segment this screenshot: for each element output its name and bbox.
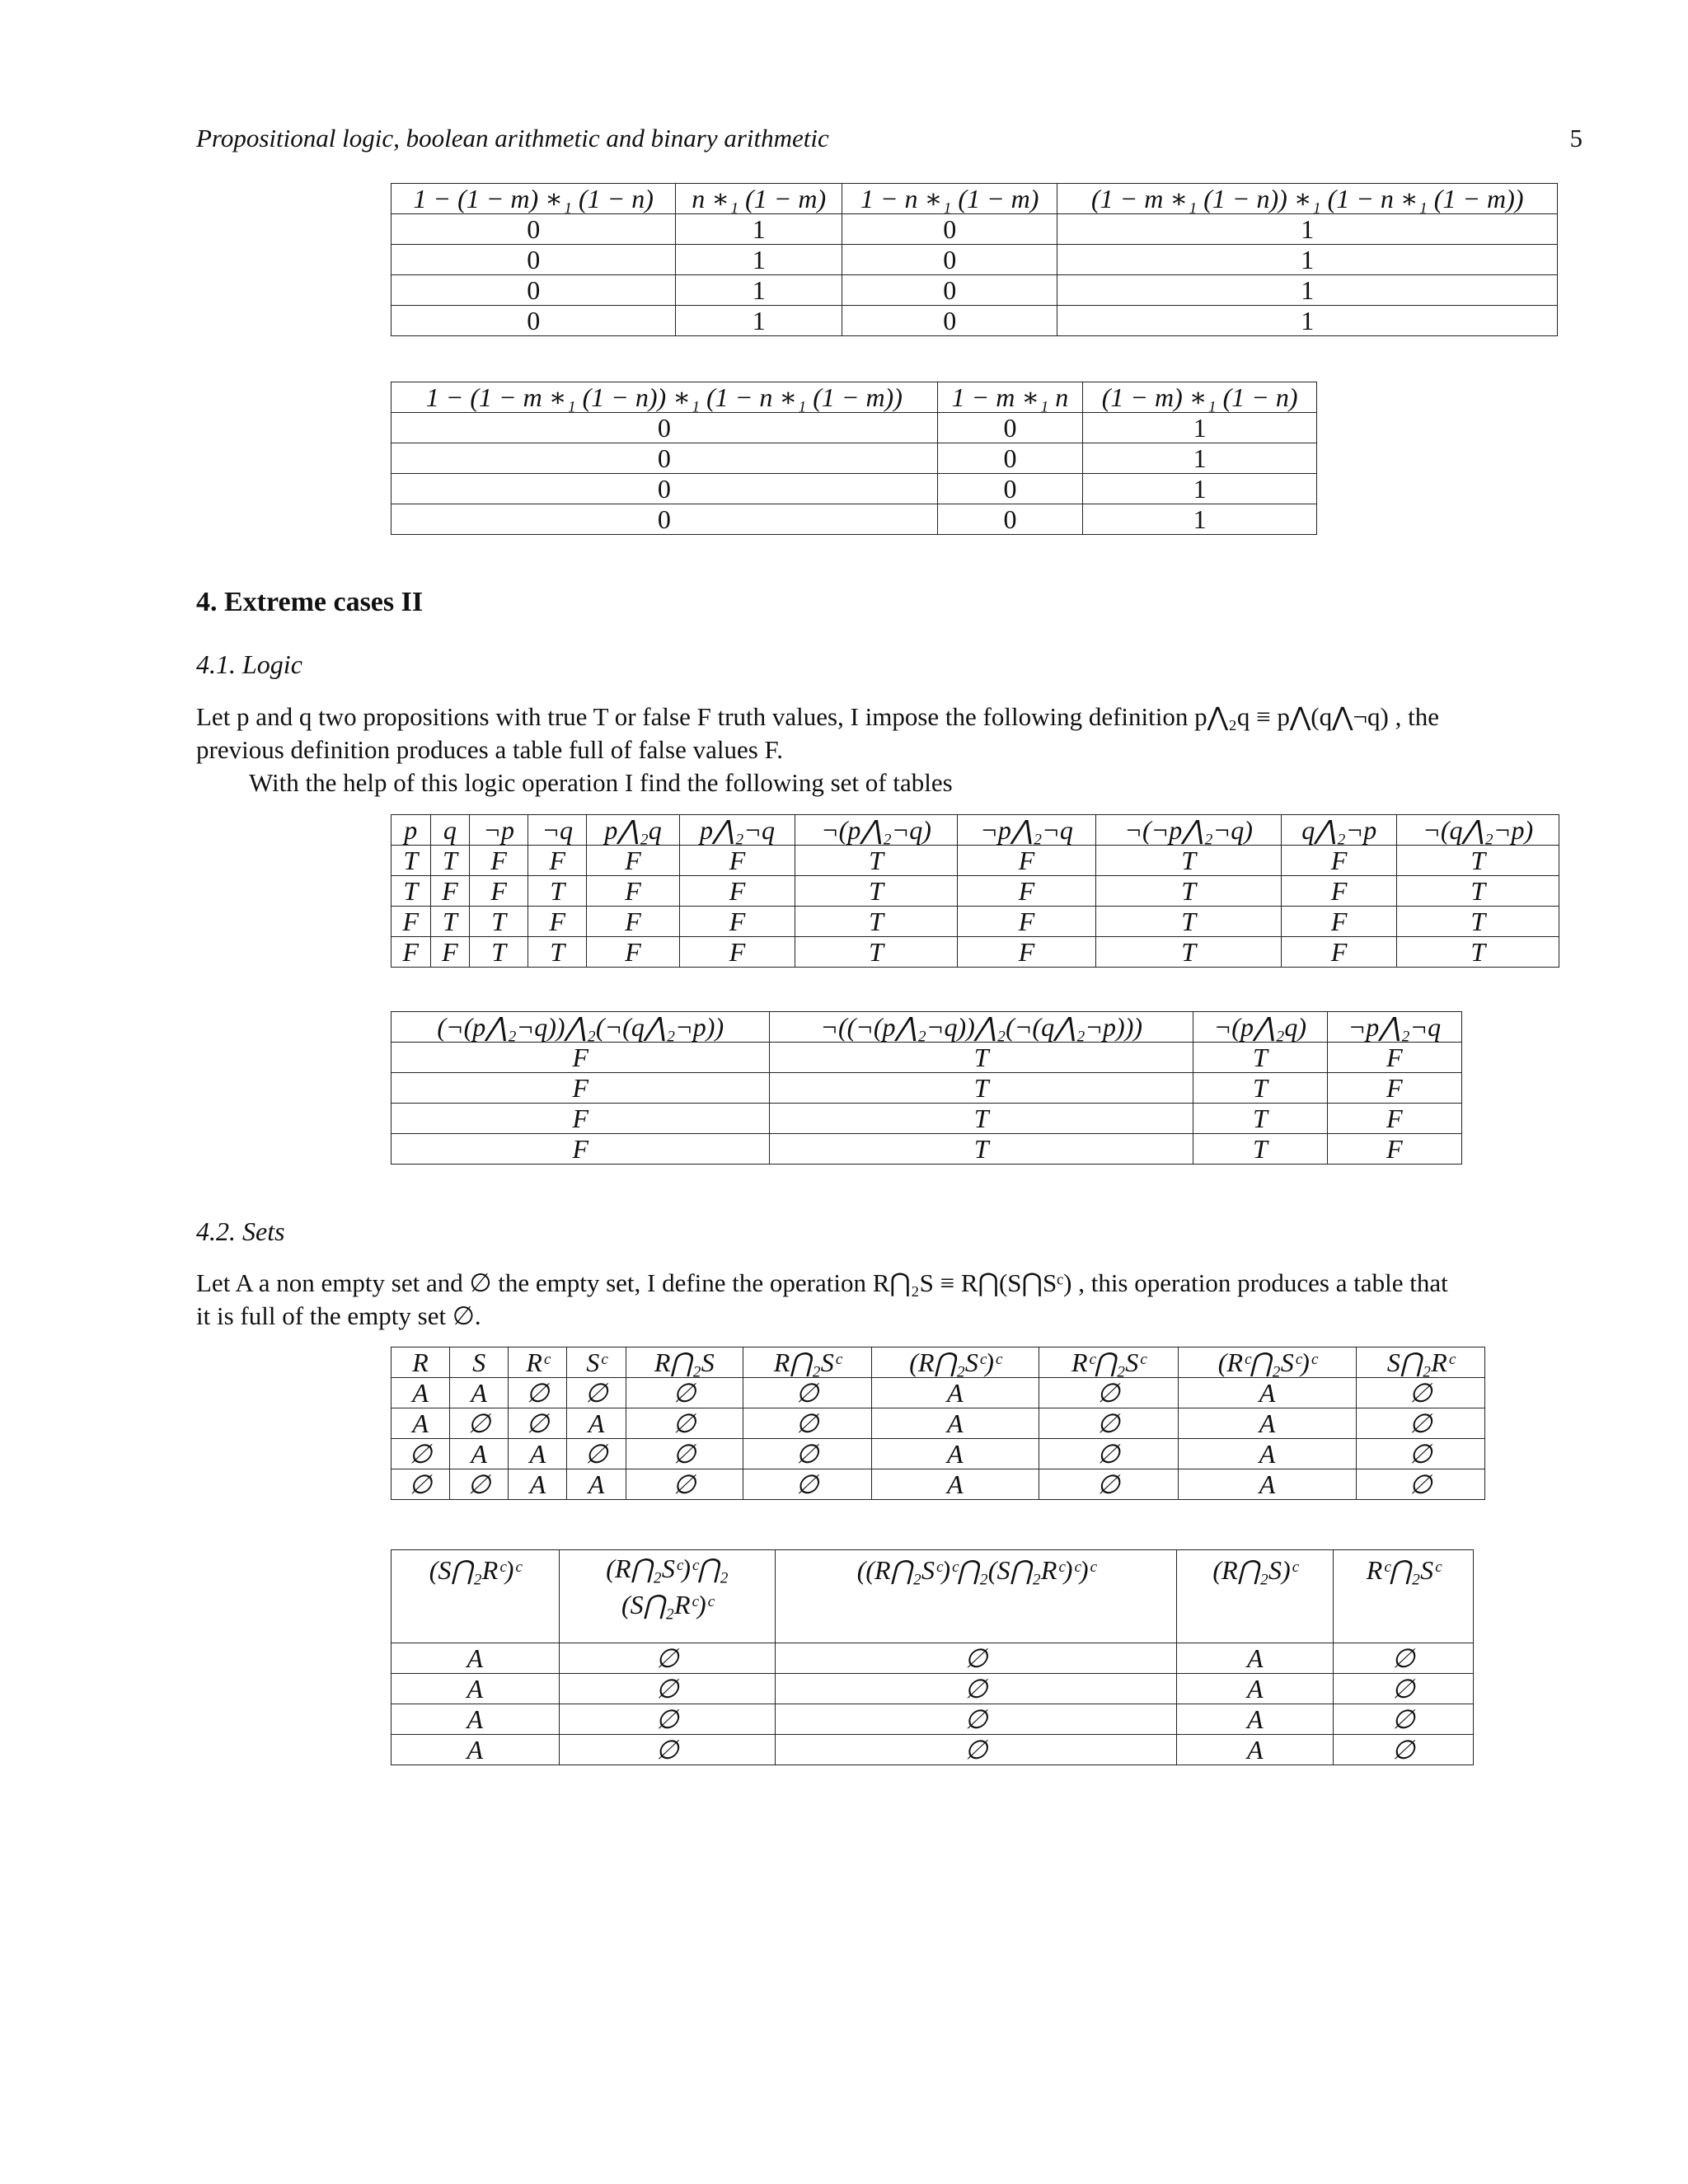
column-header: S: [450, 1347, 509, 1378]
cell: 0: [392, 245, 676, 275]
cell: ∅: [1334, 1674, 1474, 1704]
table-1: [391, 183, 1558, 336]
cell: T: [795, 907, 957, 937]
cell: 1: [1057, 214, 1558, 245]
cell: A: [1178, 1439, 1356, 1469]
cell: 1: [676, 306, 842, 336]
table-3: [391, 814, 1559, 968]
cell: A: [509, 1469, 567, 1500]
cell: T: [1193, 1134, 1327, 1165]
cell: 0: [392, 443, 938, 474]
column-header: 1 − m ∗₁ n: [937, 382, 1083, 413]
cell: ∅: [1357, 1439, 1485, 1469]
table-row: [392, 306, 1558, 336]
cell: 0: [842, 275, 1057, 306]
table-header-row: [392, 382, 1317, 413]
cell: T: [770, 1104, 1193, 1134]
cell: T: [770, 1073, 1193, 1104]
cell: 1: [1083, 413, 1317, 443]
cell: 0: [392, 275, 676, 306]
column-header: ¬(¬p⋀₂¬q): [1096, 815, 1282, 846]
column-header: (R⋂₂Sᶜ)ᶜ: [871, 1347, 1039, 1378]
table-4: [391, 1011, 1462, 1165]
cell: F: [587, 907, 679, 937]
cell: F: [470, 876, 528, 907]
cell: A: [567, 1469, 626, 1500]
cell: ∅: [559, 1643, 776, 1674]
column-header: ¬(p⋀₂q): [1193, 1012, 1327, 1043]
cell: F: [1281, 907, 1397, 937]
column-header: 1 − (1 − m) ∗₁ (1 − n): [392, 184, 676, 214]
cell: A: [1177, 1704, 1334, 1735]
cell: ∅: [626, 1378, 743, 1408]
cell: F: [587, 876, 679, 907]
table-header-row: [392, 184, 1558, 214]
column-header: R⋂₂Sᶜ: [743, 1347, 872, 1378]
cell: F: [679, 907, 795, 937]
column-header: Rᶜ⋂₂Sᶜ: [1039, 1347, 1178, 1378]
cell: ∅: [1039, 1469, 1178, 1500]
column-header: S⋂₂Rᶜ: [1357, 1347, 1485, 1378]
cell: F: [392, 1043, 770, 1073]
cell: ∅: [509, 1408, 567, 1439]
column-header: q⋀₂¬p: [1281, 815, 1397, 846]
cell: ∅: [392, 1469, 450, 1500]
column-header: (¬(p⋀₂¬q))⋀₂(¬(q⋀₂¬p)): [392, 1012, 770, 1043]
paragraph-line: Let p and q two propositions with true T or false F truth values, I impose the following definition p⋀₂q ≡ p⋀(q⋀¬q) , the: [196, 702, 1439, 731]
cell: A: [1178, 1378, 1356, 1408]
cell: F: [679, 876, 795, 907]
table-row: [392, 443, 1317, 474]
column-header-line: (S⋂₂Rᶜ)ᶜ: [621, 1590, 714, 1619]
column-header: Sᶜ: [567, 1347, 626, 1378]
cell: A: [450, 1378, 509, 1408]
cell: ∅: [509, 1378, 567, 1408]
column-header: Rᶜ⋂₂Sᶜ: [1334, 1550, 1474, 1643]
cell: F: [1327, 1043, 1461, 1073]
column-header: 1 − n ∗₁ (1 − m): [842, 184, 1057, 214]
cell: A: [567, 1408, 626, 1439]
table-5: [391, 1347, 1485, 1500]
cell: ∅: [1357, 1469, 1485, 1500]
cell: A: [509, 1439, 567, 1469]
cell: 1: [1057, 306, 1558, 336]
cell: ∅: [743, 1378, 872, 1408]
cell: T: [1096, 876, 1282, 907]
cell: 1: [676, 245, 842, 275]
cell: A: [871, 1408, 1039, 1439]
table-row: [392, 1104, 1462, 1134]
column-header: p⋀₂q: [587, 815, 679, 846]
paragraph-sets: [196, 1267, 1582, 1333]
cell: T: [770, 1134, 1193, 1165]
cell: T: [795, 876, 957, 907]
cell: A: [392, 1704, 560, 1735]
cell: A: [1178, 1408, 1356, 1439]
column-header: ¬p⋀₂¬q: [1327, 1012, 1461, 1043]
column-header: (R⋂₂S)ᶜ: [1177, 1550, 1334, 1643]
cell: F: [392, 1073, 770, 1104]
cell: F: [679, 846, 795, 876]
cell: T: [392, 876, 431, 907]
cell: ∅: [1357, 1378, 1485, 1408]
cell: T: [528, 876, 587, 907]
column-header: (Rᶜ⋂₂Sᶜ)ᶜ: [1178, 1347, 1356, 1378]
cell: F: [392, 1134, 770, 1165]
cell: 1: [1083, 443, 1317, 474]
cell: F: [587, 846, 679, 876]
cell: A: [392, 1674, 560, 1704]
table-row: [392, 1643, 1474, 1674]
table-row: [392, 413, 1317, 443]
cell: ∅: [626, 1408, 743, 1439]
cell: ∅: [1039, 1439, 1178, 1469]
table-header-row: [392, 1012, 1462, 1043]
cell: 0: [842, 306, 1057, 336]
subsection-heading: 4.1. Logic: [196, 649, 302, 679]
cell: 0: [392, 413, 938, 443]
cell: 1: [1057, 245, 1558, 275]
column-header: ¬p: [470, 815, 528, 846]
cell: A: [392, 1735, 560, 1765]
column-header: R⋂₂S: [626, 1347, 743, 1378]
cell: ∅: [1357, 1408, 1485, 1439]
cell: T: [1096, 937, 1282, 968]
cell: T: [1397, 876, 1559, 907]
column-header: [559, 1550, 776, 1643]
table-row: [392, 1704, 1474, 1735]
cell: T: [795, 846, 957, 876]
paragraph-logic: [196, 701, 1582, 799]
cell: F: [392, 907, 431, 937]
table-header-row: [392, 1347, 1485, 1378]
cell: 0: [937, 504, 1083, 535]
column-header: ¬(q⋀₂¬p): [1397, 815, 1559, 846]
table-row: [392, 1043, 1462, 1073]
cell: 0: [392, 306, 676, 336]
cell: F: [392, 937, 431, 968]
cell: 0: [392, 474, 938, 504]
column-header: p: [392, 815, 431, 846]
column-header: (S⋂₂Rᶜ)ᶜ: [392, 1550, 560, 1643]
cell: F: [957, 937, 1096, 968]
cell: ∅: [1334, 1704, 1474, 1735]
table-row: [392, 1469, 1485, 1500]
cell: 0: [937, 413, 1083, 443]
cell: ∅: [776, 1704, 1177, 1735]
cell: 0: [937, 443, 1083, 474]
cell: A: [1177, 1735, 1334, 1765]
cell: T: [1193, 1073, 1327, 1104]
cell: ∅: [567, 1378, 626, 1408]
cell: F: [470, 846, 528, 876]
cell: A: [392, 1643, 560, 1674]
cell: F: [528, 846, 587, 876]
section-heading: 4. Extreme cases II: [196, 587, 424, 617]
cell: ∅: [559, 1704, 776, 1735]
cell: T: [470, 907, 528, 937]
cell: T: [392, 846, 431, 876]
cell: ∅: [743, 1408, 872, 1439]
cell: T: [1397, 846, 1559, 876]
cell: T: [1193, 1104, 1327, 1134]
cell: ∅: [626, 1439, 743, 1469]
cell: 0: [392, 504, 938, 535]
cell: F: [957, 907, 1096, 937]
page-header: [196, 124, 1582, 165]
table-row: [392, 1378, 1485, 1408]
cell: ∅: [1039, 1378, 1178, 1408]
table-row: [392, 474, 1317, 504]
cell: F: [392, 1104, 770, 1134]
cell: A: [450, 1439, 509, 1469]
cell: ∅: [450, 1469, 509, 1500]
cell: F: [1281, 937, 1397, 968]
cell: A: [1178, 1469, 1356, 1500]
cell: F: [1327, 1134, 1461, 1165]
table-row: [392, 1674, 1474, 1704]
cell: ∅: [1334, 1735, 1474, 1765]
cell: F: [1281, 846, 1397, 876]
table-header-row: [392, 815, 1559, 846]
paragraph-line: Let A a non empty set and ∅ the empty set, I define the operation R⋂₂S ≡ R⋂(S⋂Sᶜ) , this operation produces a table that: [196, 1268, 1448, 1297]
column-header: Rᶜ: [509, 1347, 567, 1378]
cell: A: [871, 1378, 1039, 1408]
cell: T: [430, 846, 470, 876]
cell: A: [1177, 1674, 1334, 1704]
subsection-heading: 4.2. Sets: [196, 1216, 285, 1246]
cell: T: [528, 937, 587, 968]
paragraph-line: With the help of this logic operation I find the following set of tables: [249, 768, 953, 797]
cell: ∅: [1039, 1408, 1178, 1439]
column-header: ¬q: [528, 815, 587, 846]
cell: F: [587, 937, 679, 968]
cell: 1: [1083, 474, 1317, 504]
column-header: (1 − m) ∗₁ (1 − n): [1083, 382, 1317, 413]
cell: ∅: [450, 1408, 509, 1439]
cell: T: [1397, 907, 1559, 937]
table-header-row: [392, 1550, 1474, 1643]
cell: T: [795, 937, 957, 968]
cell: T: [1096, 846, 1282, 876]
column-header: ¬((¬(p⋀₂¬q))⋀₂(¬(q⋀₂¬p))): [770, 1012, 1193, 1043]
cell: F: [1327, 1073, 1461, 1104]
column-header: q: [430, 815, 470, 846]
table-6: [391, 1549, 1474, 1765]
table-row: [392, 1073, 1462, 1104]
table-row: [392, 275, 1558, 306]
table-row: [392, 1735, 1474, 1765]
cell: F: [957, 876, 1096, 907]
column-header-line: (R⋂₂Sᶜ)ᶜ⋂₂: [606, 1554, 729, 1583]
cell: ∅: [392, 1439, 450, 1469]
cell: F: [430, 876, 470, 907]
page-number: 5: [1569, 124, 1582, 152]
cell: F: [957, 846, 1096, 876]
cell: F: [1281, 876, 1397, 907]
cell: 1: [676, 214, 842, 245]
cell: 0: [842, 214, 1057, 245]
cell: A: [1177, 1643, 1334, 1674]
table-row: [392, 907, 1559, 937]
column-header: R: [392, 1347, 450, 1378]
cell: 0: [937, 474, 1083, 504]
cell: 0: [392, 214, 676, 245]
column-header: p⋀₂¬q: [679, 815, 795, 846]
running-title: Propositional logic, boolean arithmetic and binary arithmetic: [196, 124, 829, 152]
cell: 1: [676, 275, 842, 306]
column-header: ¬(p⋀₂¬q): [795, 815, 957, 846]
paragraph-line: it is full of the empty set ∅.: [196, 1301, 481, 1330]
cell: ∅: [559, 1735, 776, 1765]
table-row: [392, 504, 1317, 535]
cell: ∅: [743, 1439, 872, 1469]
cell: ∅: [776, 1674, 1177, 1704]
cell: ∅: [1334, 1643, 1474, 1674]
column-header: ((R⋂₂Sᶜ)ᶜ⋂₂(S⋂₂Rᶜ)ᶜ)ᶜ: [776, 1550, 1177, 1643]
table-row: [392, 1439, 1485, 1469]
table-row: [392, 1408, 1485, 1439]
cell: T: [430, 907, 470, 937]
table-row: [392, 214, 1558, 245]
table-row: [392, 1134, 1462, 1165]
column-header: 1 − (1 − m ∗₁ (1 − n)) ∗₁ (1 − n ∗₁ (1 − m)): [392, 382, 938, 413]
paragraph-line: previous definition produces a table full of false values F.: [196, 735, 784, 764]
cell: ∅: [559, 1674, 776, 1704]
cell: 0: [842, 245, 1057, 275]
cell: T: [770, 1043, 1193, 1073]
cell: ∅: [626, 1469, 743, 1500]
cell: ∅: [776, 1735, 1177, 1765]
cell: F: [679, 937, 795, 968]
cell: T: [470, 937, 528, 968]
cell: 1: [1057, 275, 1558, 306]
table-2: [391, 382, 1317, 535]
cell: A: [392, 1378, 450, 1408]
cell: F: [430, 937, 470, 968]
cell: T: [1193, 1043, 1327, 1073]
cell: ∅: [743, 1469, 872, 1500]
cell: A: [871, 1469, 1039, 1500]
table-row: [392, 876, 1559, 907]
column-header: ¬p⋀₂¬q: [957, 815, 1096, 846]
table-row: [392, 846, 1559, 876]
cell: T: [1397, 937, 1559, 968]
cell: 1: [1083, 504, 1317, 535]
table-row: [392, 937, 1559, 968]
column-header: (1 − m ∗₁ (1 − n)) ∗₁ (1 − n ∗₁ (1 − m)): [1057, 184, 1558, 214]
cell: T: [1096, 907, 1282, 937]
cell: F: [1327, 1104, 1461, 1134]
cell: A: [392, 1408, 450, 1439]
cell: ∅: [776, 1643, 1177, 1674]
cell: A: [871, 1439, 1039, 1469]
cell: ∅: [567, 1439, 626, 1469]
column-header: n ∗₁ (1 − m): [676, 184, 842, 214]
table-row: [392, 245, 1558, 275]
cell: F: [528, 907, 587, 937]
